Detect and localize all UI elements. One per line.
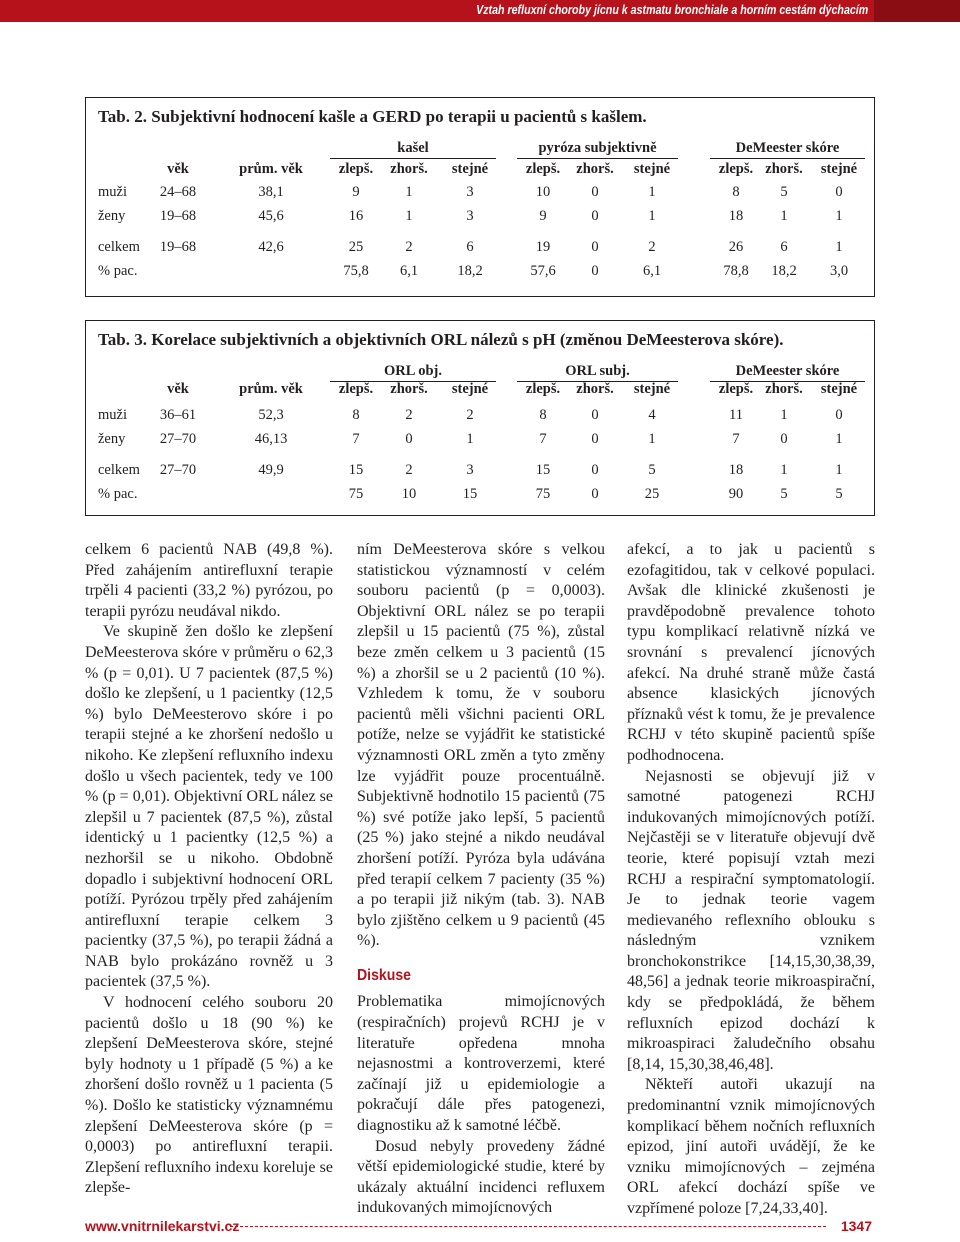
table-cell: 2 bbox=[466, 407, 474, 423]
table-cell: 78,8 bbox=[723, 263, 749, 279]
table-cell: 1 bbox=[780, 462, 788, 478]
table-cell: 7 bbox=[539, 431, 547, 447]
group-rule bbox=[330, 158, 496, 159]
table-cell: 45,6 bbox=[258, 208, 284, 224]
paragraph: Problematika mimojícnových (respiračních) projevů RCHJ je v literatuře opředena mnoha nejasnostmi a kontroverzemi, které začínají již u epidemiologie a pokračují dále přes patogenezi, diagnostiku až k samotné léčbě. bbox=[357, 993, 605, 1135]
table-cell: 1 bbox=[648, 184, 656, 200]
table-cell: 5 bbox=[648, 462, 656, 478]
paragraph: ním DeMeesterova skóre s velkou statistickou významností v celém souboru pacientů (p = 0,0003). Objektivní ORL nález se po terapii zlepšil u 15 pacientů (75 %), zůstal beze změn celkem u 3 pacientů (15 %) a zhoršil se u 2 pacientů (10 %). Vzhledem k tomu, že v souboru pacientů měli všichni pacienti ORL potíže, nelze se vyjádřit ke statistické významnosti ORL změn a tyto změny lze vyjádřit pouze procentuálně. Subjektivně hodnotilo 15 pacientů (75 %) své potíže jako lepší, 5 pacientů (25 %) jako stejné a nikdo neudával zhoršení potíží. Pyróza byla udávána před terapií celkem 7 pacienty (35 %) a po terapii již nikým (tab. 3). NAB bylo zjištěno celkem u 9 pacientů (45 %). bbox=[357, 541, 605, 950]
table-cell: 49,9 bbox=[258, 462, 284, 478]
column-header: věk bbox=[167, 381, 189, 397]
column-header: stejné bbox=[451, 381, 489, 397]
paragraph: Někteří autoři ukazují na predominantní vznik mimojícnových komplikací během nočních refluxních epizod, jiní autoři uvádějí, že ke vzniku mimojícnových – zejména ORL afekcí dochází spíše ve vzpřímené poloze [7,24,33,40]. bbox=[627, 1076, 875, 1217]
page-number: 1347 bbox=[840, 1218, 872, 1234]
column-header: zhorš. bbox=[390, 381, 428, 397]
table-cell: 0 bbox=[591, 431, 599, 447]
table-cell: 26 bbox=[728, 239, 744, 255]
paragraph: Dosud nebyly provedeny žádné větší epidemiologické studie, které by ukázaly aktuální incidenci refluxem indukovaných mimojícnových bbox=[357, 1137, 605, 1217]
row-label: % pac. bbox=[98, 486, 138, 502]
table-cell: 2 bbox=[405, 462, 413, 478]
paragraph: celkem 6 pacientů NAB (49,8 %). Před zahájením antirefluxní terapie trpěli 4 pacienti (33,2 %) pyrózou, po terapii pyrózu neudával nikdo. bbox=[85, 541, 333, 620]
table-cell: 1 bbox=[466, 431, 474, 447]
table-3-caption: Tab. 3. Korelace subjektivních a objektivních ORL nálezů s pH (změnou DeMeesterova skóre). bbox=[98, 330, 784, 349]
table-cell: 90 bbox=[728, 486, 744, 502]
table-cell: 46,13 bbox=[254, 431, 288, 447]
column-group-header: pyróza subjektivně bbox=[538, 140, 657, 156]
row-label: celkem bbox=[98, 462, 140, 478]
column-header: prům. věk bbox=[239, 381, 303, 397]
column-header: stejné bbox=[820, 381, 858, 397]
table-2-caption: Tab. 2. Subjektivní hodnocení kašle a GERD po terapii u pacientů s kašlem. bbox=[98, 107, 647, 126]
table-cell: 1 bbox=[648, 431, 656, 447]
table-cell: 75,8 bbox=[343, 263, 369, 279]
row-label: celkem bbox=[98, 239, 140, 255]
table-cell: 1 bbox=[780, 208, 788, 224]
table-cell: 5 bbox=[780, 184, 788, 200]
table-cell: 2 bbox=[648, 239, 656, 255]
table-cell: 0 bbox=[405, 431, 413, 447]
group-rule bbox=[710, 158, 865, 159]
column-header: zlepš. bbox=[718, 161, 754, 177]
column-header: zhorš. bbox=[765, 161, 803, 177]
table-cell: 75 bbox=[535, 486, 551, 502]
row-label: muži bbox=[98, 407, 127, 423]
table-cell: 0 bbox=[591, 239, 599, 255]
table-cell: 0 bbox=[780, 431, 788, 447]
table-cell: 2 bbox=[405, 407, 413, 423]
table-2 bbox=[85, 97, 875, 297]
table-cell: 18,2 bbox=[457, 263, 483, 279]
table-cell: 5 bbox=[780, 486, 788, 502]
paragraph: afekcí, a to jak u pacientů s ezofagitidou, tak v celkové populaci. Avšak dle klinické zkušenosti je pravděpodobně prevalence tohoto typu komplikací relativně nízká ve srovnání s prevalencí jícnových afekcí. Na druhé straně může častá absence klasických jícnových příznaků vést k tomu, že je prevalence RCHJ v této skupině pacientů spíše podhodnocena. bbox=[627, 541, 875, 764]
table-cell: 0 bbox=[835, 184, 843, 200]
table-cell: 19 bbox=[535, 239, 551, 255]
column-group-header: ORL obj. bbox=[383, 363, 443, 379]
table-cell: 1 bbox=[780, 407, 788, 423]
column-header: zlepš. bbox=[525, 381, 561, 397]
column-header: věk bbox=[167, 161, 189, 177]
table-cell: 7 bbox=[732, 431, 740, 447]
table-cell: 19–68 bbox=[159, 208, 197, 224]
paragraph: Nejasnosti se objevují již v samotné patogenezi RCHJ indukovaných mimojícnových potíží. Nejčastěji se v literatuře objevují dvě teorie, které popisují vztah mezi RCHJ a respirační symptomatologií. Je to jednak teorie vagem medievaného reflexního oblouku s následným vznikem bronchokonstrikce [14,15,30,38,39, 48,56] a jednak teorie mikroaspirační, kdy se předpokládá, že během refluxních epizod dochází k mikroaspiraci žaludečního obsahu [8,14, 15,30,38,46,48]. bbox=[627, 767, 875, 1073]
table-cell: 1 bbox=[648, 208, 656, 224]
table-cell: 16 bbox=[348, 208, 364, 224]
column-header: zlepš. bbox=[338, 381, 374, 397]
running-header-title: Vztah refluxní choroby jícnu k astmatu bronchiale a horním cestám dýchacím bbox=[475, 2, 868, 17]
table-cell: 6 bbox=[466, 239, 474, 255]
column-group-header: DeMeester skóre bbox=[735, 363, 840, 379]
column-header: stejné bbox=[633, 161, 671, 177]
table-cell: 0 bbox=[591, 208, 599, 224]
paragraph: V hodnocení celého souboru 20 pacientů došlo u 18 (90 %) ke zlepšení DeMeesterova skóre, stejné byly hodnoty u 1 případě (5 %) a ke zhoršení došlo rovněž u 1 pacienta (5 %). Došlo ke statisticky významnému zlepšení DeMeesterova skóre (p = 0,0003) po antirefluxní terapii. Zlepšení refluxního indexu koreluje se zlepše- bbox=[85, 994, 333, 1197]
footer-url: www.vnitrnilekarstvi.cz bbox=[85, 1218, 240, 1234]
table-cell: 0 bbox=[591, 407, 599, 423]
table-cell: 18 bbox=[728, 462, 744, 478]
table-cell: 57,6 bbox=[530, 263, 556, 279]
table-cell: 11 bbox=[729, 407, 743, 423]
table-cell: 15 bbox=[348, 462, 364, 478]
table-cell: 36–61 bbox=[159, 407, 197, 423]
table-cell: 42,6 bbox=[258, 239, 284, 255]
table-cell: 1 bbox=[835, 239, 843, 255]
table-cell: 0 bbox=[591, 486, 599, 502]
table-cell: 0 bbox=[591, 184, 599, 200]
table-cell: 3 bbox=[466, 184, 474, 200]
table-cell: 7 bbox=[352, 431, 360, 447]
table-cell: 9 bbox=[352, 184, 360, 200]
table-cell: 8 bbox=[352, 407, 360, 423]
table-cell: 3,0 bbox=[829, 263, 849, 279]
footer-rule bbox=[230, 1226, 826, 1227]
column-header: zlepš. bbox=[718, 381, 754, 397]
table-cell: 2 bbox=[405, 239, 413, 255]
column-header: zhorš. bbox=[390, 161, 428, 177]
table-cell: 6,1 bbox=[642, 263, 662, 279]
text-column-1 bbox=[85, 540, 333, 1199]
row-label: ženy bbox=[98, 431, 126, 447]
table-cell: 1 bbox=[835, 462, 843, 478]
table-cell: 9 bbox=[539, 208, 547, 224]
table-cell: 1 bbox=[835, 208, 843, 224]
table-cell: 1 bbox=[405, 184, 413, 200]
group-rule bbox=[517, 158, 678, 159]
table-cell: 27–70 bbox=[159, 431, 197, 447]
table-cell: 10 bbox=[401, 486, 417, 502]
column-header: zhorš. bbox=[765, 381, 803, 397]
table-cell: 3 bbox=[466, 208, 474, 224]
table-cell: 18,2 bbox=[771, 263, 797, 279]
table-cell: 27–70 bbox=[159, 462, 197, 478]
table-cell: 18 bbox=[728, 208, 744, 224]
column-header: stejné bbox=[633, 381, 671, 397]
running-header-bar bbox=[0, 0, 960, 22]
table-cell: 1 bbox=[405, 208, 413, 224]
column-header: zhorš. bbox=[576, 161, 614, 177]
table-cell: 19–68 bbox=[159, 239, 197, 255]
column-header: stejné bbox=[451, 161, 489, 177]
table-cell: 6,1 bbox=[399, 263, 419, 279]
table-cell: 1 bbox=[835, 431, 843, 447]
row-label: % pac. bbox=[98, 263, 138, 279]
table-cell: 25 bbox=[348, 239, 364, 255]
column-group-header: kašel bbox=[397, 140, 429, 156]
table-cell: 0 bbox=[591, 462, 599, 478]
table-cell: 38,1 bbox=[258, 184, 284, 200]
table-cell: 0 bbox=[835, 407, 843, 423]
row-label: ženy bbox=[98, 208, 126, 224]
group-rule bbox=[330, 381, 496, 382]
column-group-header: ORL subj. bbox=[565, 363, 630, 379]
table-3 bbox=[85, 320, 875, 516]
text-column-3 bbox=[627, 540, 875, 1220]
table-cell: 10 bbox=[535, 184, 551, 200]
running-header-accent bbox=[874, 0, 960, 22]
table-cell: 24–68 bbox=[159, 184, 197, 200]
group-rule bbox=[517, 381, 678, 382]
table-cell: 6 bbox=[780, 239, 788, 255]
column-header: zlepš. bbox=[525, 161, 561, 177]
section-heading-diskuse: Diskuse bbox=[357, 966, 412, 984]
group-rule bbox=[710, 381, 865, 382]
table-cell: 8 bbox=[539, 407, 547, 423]
column-header: stejné bbox=[820, 161, 858, 177]
table-cell: 25 bbox=[644, 486, 660, 502]
table-cell: 5 bbox=[835, 486, 843, 502]
table-cell: 52,3 bbox=[258, 407, 284, 423]
row-label: muži bbox=[98, 184, 127, 200]
column-header: zlepš. bbox=[338, 161, 374, 177]
table-cell: 15 bbox=[535, 462, 551, 478]
table-cell: 0 bbox=[591, 263, 599, 279]
table-cell: 4 bbox=[648, 407, 656, 423]
table-cell: 8 bbox=[732, 184, 740, 200]
text-column-2 bbox=[357, 540, 605, 1219]
table-cell: 15 bbox=[462, 486, 478, 502]
paragraph: Ve skupině žen došlo ke zlepšení DeMeesterova skóre v průměru o 62,3 % (p = 0,01). U 7 pacientek (87,5 %) došlo ke zlepšení, u 1 pacientky (12,5 %) bylo DeMeesterovo skóre i po terapii stejné a ke zhoršení nedošlo u nikoho. Ke zlepšení refluxního indexu došlo u všech pacientek, tedy ve 100 % (p = 0,01). Objektivní ORL nález se zlepšil u 7 pacientek (87,5 %), zůstal identický u 1 pacientky (12,5 %) a nezhoršil se u nikoho. Obdobně dopadlo i subjektivní hodnocení ORL potíží. Pyrózou trpěly před zahájením antirefluxní terapie celkem 3 pacientky (37,5 %), po terapii žádná a NAB bylo prokázáno rovněž u 3 pacientek (37,5 %). bbox=[85, 623, 333, 991]
column-header: prům. věk bbox=[239, 161, 303, 177]
column-group-header: DeMeester skóre bbox=[735, 140, 840, 156]
table-cell: 75 bbox=[348, 486, 364, 502]
table-cell: 3 bbox=[466, 462, 474, 478]
column-header: zhorš. bbox=[576, 381, 614, 397]
